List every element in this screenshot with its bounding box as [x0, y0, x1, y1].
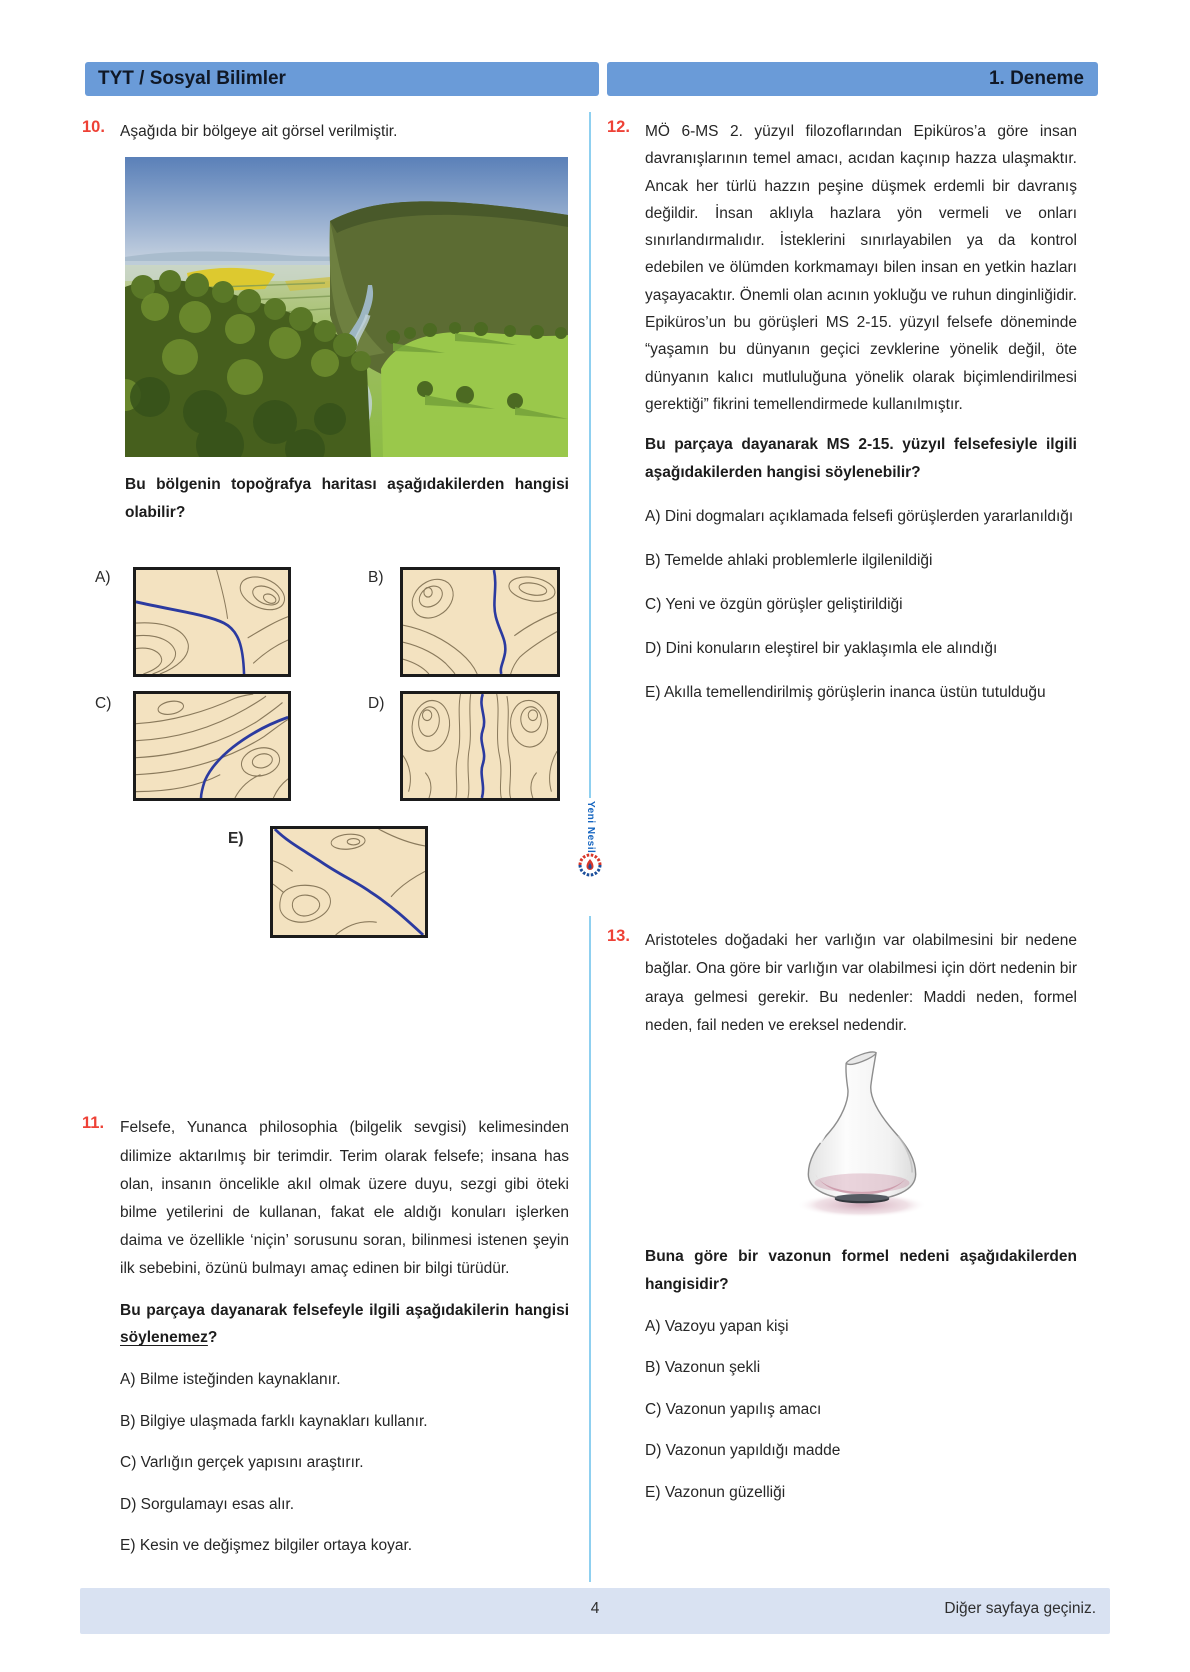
column-divider-upper [589, 112, 591, 798]
question-12-option-b: B) Temelde ahlaki problemlerle ilgilenildiği [645, 552, 933, 570]
question-11-prompt-mark: ? [207, 1329, 218, 1347]
question-12-option-a: A) Dini dogmaları açıklamada felsefi görüşlerden yararlanıldığı [645, 508, 1074, 526]
contour-map-option-c [133, 691, 291, 801]
footer-bar [80, 1588, 1110, 1634]
question-13-option-d: D) Vazonun yapıldığı madde [645, 1442, 841, 1460]
page-number: 4 [590, 1600, 600, 1617]
question-11-option-e: E) Kesin ve değişmez bilgiler ortaya koyar. [120, 1537, 413, 1555]
contour-map-option-b [400, 567, 560, 677]
contour-map-option-d [400, 691, 560, 801]
question-13-option-c: C) Vazonun yapılış amacı [645, 1400, 822, 1418]
question-10-options [82, 567, 569, 938]
question-13-option-b: B) Vazonun şekli [645, 1359, 761, 1377]
header-exam-bar [607, 62, 1098, 96]
question-11-prompt-text: Bu parçaya dayanarak felsefeyle ilgili aşağıdakilerin hangisi [120, 1301, 569, 1319]
question-11-number: 11. [82, 1114, 105, 1133]
question-13 [607, 921, 1077, 1505]
question-11 [82, 1108, 569, 1559]
publisher-logo [575, 801, 605, 913]
question-10-number: 10. [82, 118, 105, 136]
question-11-option-c: C) Varlığın gerçek yapısını araştırır. [120, 1454, 364, 1472]
question-12-option-d: D) Dini konuların eleştirel bir yaklaşımla ele alındığı [645, 640, 998, 658]
question-11-option-d: D) Sorgulamayı esas alır. [120, 1495, 295, 1513]
question-12-option-c: C) Yeni ve özgün görüşler geliştirildiği [645, 596, 903, 614]
option-a-label: A) [95, 569, 111, 587]
landscape-photo [125, 157, 568, 457]
column-divider-lower [589, 916, 591, 1582]
publisher-logo-text: Yeni Nesil [585, 801, 596, 854]
question-10 [82, 112, 569, 145]
question-11-prompt [120, 1297, 569, 1352]
question-13-option-a: A) Vazoyu yapan kişi [645, 1317, 789, 1335]
question-11-option-a: A) Bilme isteğinden kaynaklanır. [120, 1371, 341, 1389]
question-12-option-e: E) Akılla temellendirilmiş görüşlerin inanca üstün tutulduğu [645, 684, 1046, 702]
question-12-number: 12. [607, 118, 630, 136]
header-exam-label: 1. Deneme [988, 68, 1084, 89]
option-b-label: B) [368, 569, 384, 587]
publisher-logo-icon [578, 853, 602, 877]
question-12-body: MÖ 6-MS 2. yüzyıl filozoflarından Epiküros’a göre insan davranışlarının temel amacı, acıdan kaçınıp hazza ulaşmaktır. Ancak her türlü hazzın peşine düşmek erdemli bir davranış değildir. İnsan aklıyla hazlara yön vermeli ve onları sınırlandırmalıdır. İsteklerini sınırlayabilen ya da kontrol edebilen ve ölümden korkmamayı bilen insan en yetkin hazları yaşayacaktır. Önemli olan acının yokluğu ve ruhun dinginliğidir. Epiküros’un bu görüşleri MS 2-15. yüzyıl felsefe döneminde “yaşamın bu dünyanın geçici zevklerine yönelik değil, öte dünyanın kalıcı mutluluğuna yönelik olarak biçimlendirilmesi gerektiği” fikrini temellendirmede kullanılmıştır. [645, 123, 1077, 413]
question-12-prompt: Bu parçaya dayanarak MS 2-15. yüzyıl felsefesiyle ilgili aşağıdakilerden hangisi söylenebilir? [645, 436, 1077, 481]
question-10-intro: Aşağıda bir bölgeye ait görsel verilmiştir. [120, 123, 398, 140]
contour-map-option-a [133, 567, 291, 677]
left-column [82, 112, 569, 1559]
header-subject-bar [85, 62, 599, 96]
option-d-label: D) [368, 695, 385, 713]
question-12 [607, 112, 1077, 706]
decanter-illustration [784, 1044, 940, 1220]
header-subject-label: TYT / Sosyal Bilimler [98, 68, 286, 89]
question-13-body: Aristoteles doğadaki her varlığın var olabilmesini bir nedene bağlar. Ona göre bir varlığın var olabilmesi için dört nedenin bir araya gelmesi gerekir. Bu nedenler: Maddi neden, formel neden, fail neden ve ereksel nedendir. [645, 932, 1077, 1034]
question-11-option-b: B) Bilgiye ulaşmada farklı kaynakları kullanır. [120, 1412, 428, 1430]
option-c-label: C) [95, 695, 112, 713]
question-13-option-e: E) Vazonun güzelliği [645, 1483, 786, 1501]
option-e-label: E) [228, 830, 244, 848]
question-10-prompt: Bu bölgenin topoğrafya haritası aşağıdakilerden hangisi olabilir? [125, 476, 569, 521]
question-11-prompt-underlined: söylenemez [120, 1329, 208, 1347]
question-13-prompt: Buna göre bir vazonun formel nedeni aşağıdakilerden hangisidir? [645, 1248, 1077, 1293]
question-13-number: 13. [607, 927, 630, 946]
contour-map-option-e [270, 826, 428, 938]
question-11-body: Felsefe, Yunanca philosophia (bilgelik sevgisi) kelimesinden dilimize aktarılmış bir terimdir. Terim olarak felsefe; insana has olan, insanın öncelikle akıl olmak üzere duyu, sezgi gibi öteki bilme yetilerini de kullanan, fakat ele aldığı konuları işlerken daima ve özellikle ‘niçin’ sorusunu soran, bilinmesi istenen şeyin ilk sebebini, özünü bulmayı amaç edinen bir bilgi türüdür. [120, 1119, 569, 1278]
next-page-note: Diğer sayfaya geçiniz. [944, 1600, 1096, 1617]
right-column [607, 112, 1077, 1506]
